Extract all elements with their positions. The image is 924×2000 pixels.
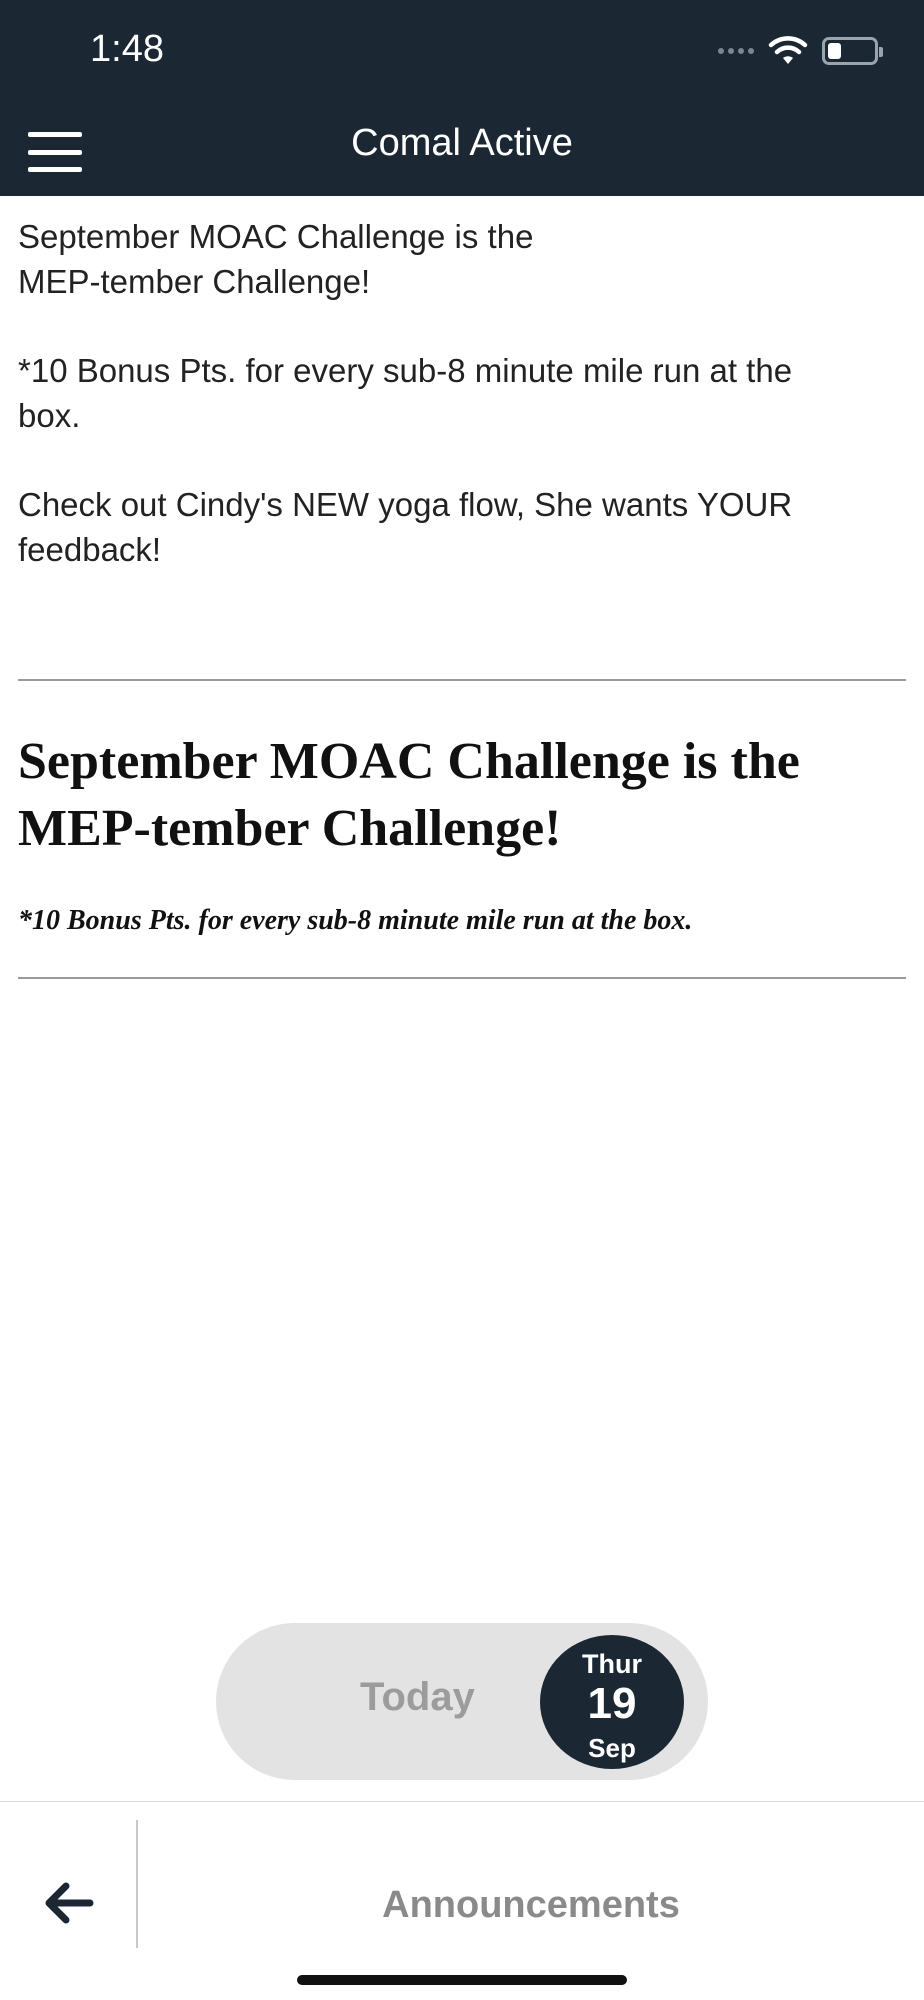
bottom-bar: [0, 1801, 924, 2000]
home-indicator[interactable]: [297, 1975, 627, 1985]
announcement-plain-text: [18, 214, 906, 572]
announcement-line: *10 Bonus Pts. for every sub-8 minute mile run at the: [18, 352, 793, 389]
wifi-icon: [768, 36, 808, 66]
today-button[interactable]: Today: [360, 1675, 475, 1719]
date-month: Sep: [588, 1733, 636, 1763]
arrow-left-icon[interactable]: [40, 1878, 96, 1928]
status-time: 1:48: [90, 28, 164, 70]
selected-date-badge[interactable]: [540, 1635, 684, 1769]
announcement-line: box.: [18, 397, 81, 434]
date-selector[interactable]: [216, 1623, 708, 1780]
announcement-line: MEP-tember Challenge!: [18, 263, 371, 300]
date-day: Thur: [582, 1649, 642, 1679]
announcement-subtext: *10 Bonus Pts. for every sub-8 minute mile run at the box.: [18, 905, 693, 936]
app-title: Comal Active: [351, 122, 573, 164]
cellular-signal-icon: [718, 48, 754, 54]
divider-top: [18, 679, 906, 681]
battery-icon: [822, 37, 878, 65]
announcement-line: feedback!: [18, 531, 162, 568]
status-icons: [718, 30, 878, 72]
announcement-line: September MOAC Challenge is the: [18, 218, 534, 255]
divider-bottom: [18, 977, 906, 979]
date-number: 19: [587, 1679, 637, 1728]
announcement-heading: September MOAC Challenge is the MEP-tember Challenge!: [18, 733, 800, 857]
app-header: [0, 0, 924, 196]
announcement-line: Check out Cindy's NEW yoga flow, She wants YOUR: [18, 486, 793, 523]
section-label: Announcements: [382, 1884, 680, 1926]
